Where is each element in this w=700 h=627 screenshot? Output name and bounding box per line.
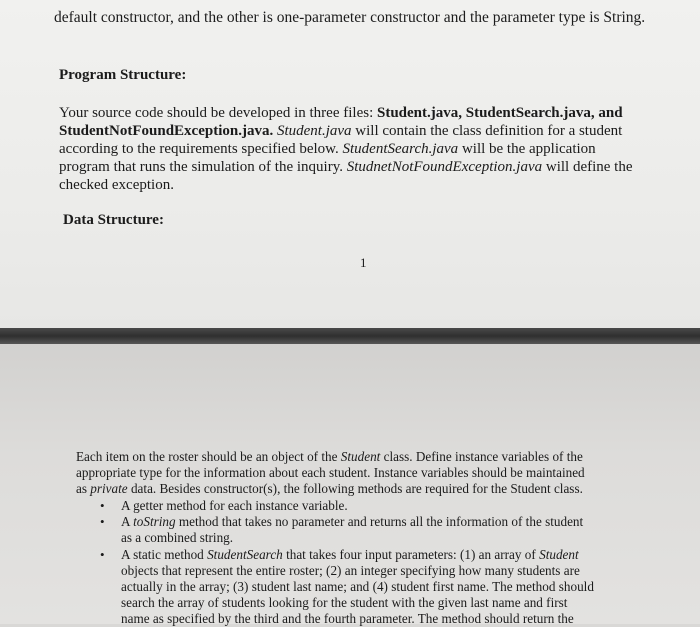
para2-line2: appropriate type for the information about each student. Instance variables should be maintained (76, 465, 585, 480)
text: method that takes no parameter and returns all the information of the student (175, 514, 584, 529)
bullet-3-line1 (121, 547, 579, 563)
page-divider (0, 328, 700, 344)
para1-line5: checked exception. (59, 177, 174, 193)
text-italic: Student.java (276, 123, 352, 139)
bullet-2-marker: • (100, 514, 105, 529)
text: class. Define instance variables of the (380, 449, 583, 464)
text-italic: Student (539, 547, 579, 562)
text-italic: StudnetNotFoundException.java (346, 159, 543, 175)
para1-line4 (59, 158, 633, 176)
bullet-3-line4: search the array of students looking for the student with the given last name and first (121, 595, 568, 610)
intro-line: default constructor, and the other is one-parameter constructor and the parameter type is String. (54, 9, 646, 26)
lower-page (0, 344, 700, 624)
para1-line2 (59, 122, 622, 140)
bullet-3-marker: • (100, 547, 105, 562)
text-bold: StudentNotFoundException.java. (59, 123, 277, 139)
bullet-3-line3: actually in the array; (3) student last name; and (4) student first name. The method should (121, 579, 594, 594)
page-number: 1 (360, 255, 367, 270)
text: program that runs the simulation of the inquiry. (59, 159, 347, 175)
text: Each item on the roster should be an object of the (76, 449, 341, 464)
text-italic: Student (340, 449, 381, 464)
text: A static method (121, 547, 208, 562)
para2-line1 (76, 449, 583, 465)
text-italic: toString (133, 514, 176, 529)
text-italic: StudentSearch (207, 547, 283, 562)
text: will define the (542, 159, 633, 175)
bullet-2-line1 (121, 514, 583, 530)
para1-line3 (59, 140, 596, 158)
bullet-2-line2: as a combined string. (121, 530, 234, 545)
text-italic: private (90, 481, 128, 496)
text-bold: Student.java, StudentSearch.java, and (376, 105, 623, 121)
text-italic: StudentSearch.java (342, 141, 459, 157)
text: A (121, 514, 134, 529)
text: will contain the class definition for a student (351, 123, 623, 139)
data-structure-heading: Data Structure: (63, 212, 164, 228)
text: data. Besides constructor(s), the following methods are required for the Student class. (127, 481, 583, 496)
program-structure-heading: Program Structure: (59, 67, 187, 83)
bullet-1-marker: • (100, 498, 105, 513)
text: according to the requirements specified below. (59, 141, 343, 157)
bullet-3-line2: objects that represent the entire roster; (2) an integer specifying how many students are (121, 563, 580, 578)
bullet-3-line5: name as specified by the third and the fourth parameter. The method should return the (121, 611, 574, 626)
text: will be the application (458, 141, 596, 157)
text: as (76, 481, 91, 496)
bullet-1-text: A getter method for each instance variable. (121, 498, 348, 513)
text: Your source code should be developed in three files: (59, 105, 377, 121)
para1-line1 (59, 104, 623, 122)
para2-line3 (76, 481, 583, 497)
text: that takes four input parameters: (1) an array of (282, 547, 540, 562)
